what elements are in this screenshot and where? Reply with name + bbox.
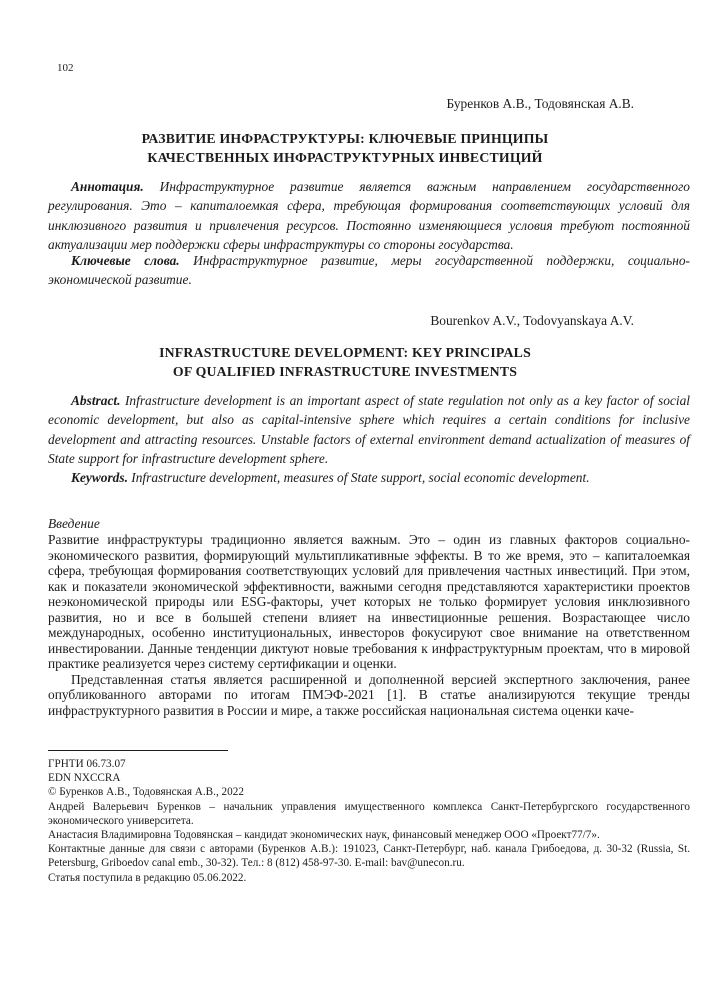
keywords-en-text: Infrastructure development, measures of State support, social economic development. <box>127 470 590 485</box>
footnote-author1-bio: Андрей Валерьевич Буренков – начальник управления имущественного комплекса Санкт-Петербургского государственного экономического университета. <box>48 800 690 827</box>
title-ru-line2: КАЧЕСТВЕННЫХ ИНФРАСТРУКТУРНЫХ ИНВЕСТИЦИЙ <box>147 150 543 165</box>
footnote-contacts: Контактные данные для связи с авторами (Буренков А.В.): 191023, Санкт-Петербург, наб. канала Грибоедова, д. 30-32 (Russia, St. Petersburg, Griboedov canal emb., 30-32). Тел.: 8 (812) 458-97-30. E-mail: bav@unecon.ru. <box>48 843 690 870</box>
abstract-ru-label: Аннотация. <box>71 179 144 194</box>
body-paragraph-1: Развитие инфраструктуры традиционно является важным. Это – один из главных факторов социально-экономического развития, формирующий мультипликативные эффекты. В то же время, это – капиталоемкая сфера, требующая формирования соответствующих условий для привлечения частных инвестиций. При этом, как и показатели экономической эффективности, важными сегодня представляются характеристики проектов неэкономической природы или ESG-факторы, учет которых не только формирует условия инклюзивного развития, но и все в большей степени влияет на инвестиционные решения. Возрастающее число международных, особенно институциональных, инвесторов фокусируют свое внимание на ответственном инвестировании. Данные тенденции диктуют новые требования к инфраструктурным проектам, что в мировой практике реализуется через систему сертификации и оценки. <box>48 532 690 671</box>
footnote-copyright: © Буренков А.В., Тодовянская А.В., 2022 <box>48 786 244 799</box>
abstract-en-label: Abstract. <box>71 393 121 408</box>
title-en-line1: INFRASTRUCTURE DEVELOPMENT: KEY PRINCIPALS <box>159 345 531 360</box>
abstract-en <box>48 391 690 469</box>
keywords-ru <box>48 251 690 290</box>
title-ru-line1: РАЗВИТИЕ ИНФРАСТРУКТУРЫ: КЛЮЧЕВЫЕ ПРИНЦИПЫ <box>141 131 549 146</box>
keywords-ru-label: Ключевые слова. <box>71 253 180 268</box>
footnote-author2-bio: Анастасия Владимировна Тодовянская – кандидат экономических наук, финансовый менеджер ООО «Проект77/7». <box>48 829 600 842</box>
footnote-grnti: ГРНТИ 06.73.07 <box>48 758 126 770</box>
title-en-line2: OF QUALIFIED INFRASTRUCTURE INVESTMENTS <box>172 364 518 379</box>
abstract-ru-text: Инфраструктурное развитие является важным направлением государственного регулирования. Это – капиталоемкая сфера, требующая формирования соответствующих условий для инклюзивного развития и привлечения ресурсов. Постоянно изменяющиеся условия требуют постоянной актуализации мер поддержки сферы инфраструктуры со стороны государства. <box>48 179 690 253</box>
abstract-en-text: Infrastructure development is an important aspect of state regulation not only as a key factor of social economic development, but also as capital-intensive sphere which requires a certain conditions for inclusive development and attracting resources. Unstable factors of external environment demand actualization of measures of State support for infrastructure development sphere. <box>48 393 690 467</box>
authors-ru: Буренков А.В., Тодовянская А.В. <box>446 96 634 111</box>
abstract-ru <box>48 177 690 255</box>
footnote-separator <box>48 750 228 751</box>
keywords-en <box>48 468 690 487</box>
footnote-block <box>48 750 690 885</box>
keywords-ru-text: Инфраструктурное развитие, меры государственной поддержки, социально-экономической развитие. <box>48 253 690 288</box>
keywords-en-label: Keywords. <box>71 470 128 485</box>
footnote-received-date: Статья поступила в редакцию 05.06.2022. <box>48 871 247 884</box>
section-heading-introduction: Введение <box>48 516 100 531</box>
body-paragraph-2: Представленная статья является расширенной и дополненной версией экспертного заключения, ранее опубликованного авторами по итогам ПМЭФ-2021 [1]. В статье анализируются текущие тренды инфраструктурного развития в России и мире, а также российская национальная система оценки каче- <box>48 671 690 718</box>
title-ru <box>48 129 690 167</box>
page-number: 102 <box>57 62 74 74</box>
authors-en: Bourenkov A.V., Todovyanskaya A.V. <box>430 313 634 328</box>
title-en <box>48 343 690 381</box>
footnote-edn: EDN NXCCRA <box>48 772 121 785</box>
article-body <box>48 532 690 718</box>
